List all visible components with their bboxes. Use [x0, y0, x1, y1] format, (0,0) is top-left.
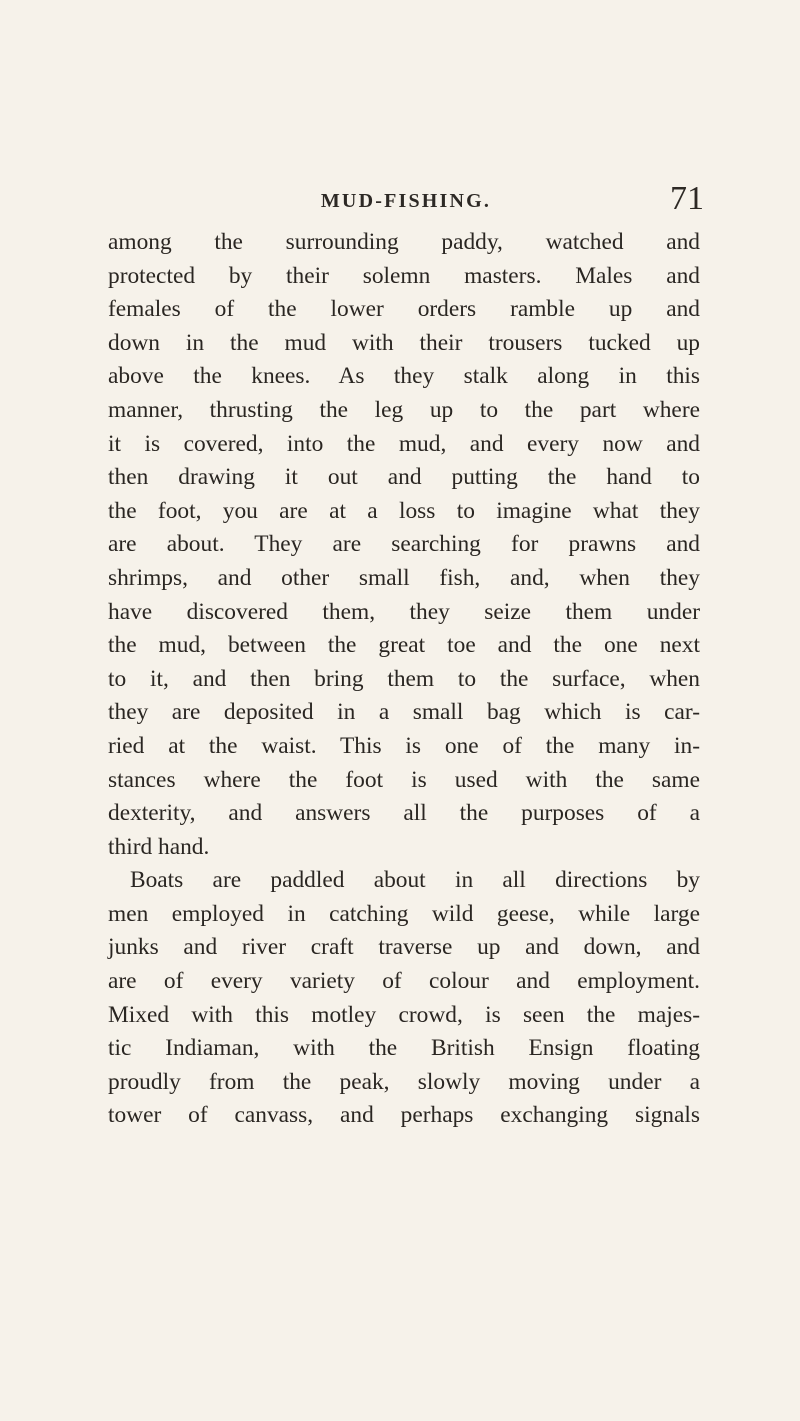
text-line: then drawing it out and putting the hand to: [108, 464, 700, 491]
text-line: Mixed with this motley crowd, is seen the majes-: [108, 1001, 700, 1028]
text-line: shrimps, and other small fish, and, when they: [108, 564, 700, 591]
text-line: protected by their solemn masters. Males and: [108, 262, 700, 289]
text-line: junks and river craft traverse up and down, and: [108, 934, 700, 961]
paragraph: [108, 226, 700, 864]
text-line: among the surrounding paddy, watched and: [108, 229, 700, 255]
text-line: manner, thrusting the leg up to the part where: [108, 396, 700, 423]
text-line: females of the lower orders ramble up and: [108, 296, 700, 323]
text-line: down in the mud with their trousers tucked up: [108, 329, 700, 356]
text-line: ried at the waist. This is one of the many in-: [108, 732, 700, 759]
text-line: they are deposited in a small bag which is car-: [108, 699, 700, 726]
text-line: the mud, between the great toe and the one next: [108, 632, 700, 659]
text-line: to it, and then bring them to the surface, when: [108, 665, 700, 692]
running-head: MUD-FISHING.: [320, 190, 492, 212]
text-line: above the knees. As they stalk along in this: [108, 363, 700, 390]
paragraph: [108, 864, 700, 1133]
text-line: dexterity, and answers all the purposes of a: [108, 800, 700, 827]
body-text: [108, 226, 700, 1133]
text-line: Boats are paddled about in all directions by: [130, 867, 700, 894]
page-number: 71: [670, 180, 704, 217]
text-line: tic Indiaman, with the British Ensign floating: [108, 1035, 700, 1062]
text-line: it is covered, into the mud, and every now and: [108, 430, 700, 457]
text-line: have discovered them, they seize them under: [108, 598, 700, 625]
text-line: third hand.: [108, 833, 210, 860]
text-line: men employed in catching wild geese, while large: [108, 900, 700, 927]
text-line: stances where the foot is used with the same: [108, 766, 700, 793]
text-line: the foot, you are at a loss to imagine what they: [108, 497, 700, 524]
page-header: [108, 180, 704, 220]
text-line: tower of canvass, and perhaps exchanging signals: [108, 1102, 700, 1129]
text-line: proudly from the peak, slowly moving under a: [108, 1068, 700, 1095]
text-line: are about. They are searching for prawns and: [108, 531, 700, 558]
text-line: are of every variety of colour and employment.: [108, 968, 700, 995]
